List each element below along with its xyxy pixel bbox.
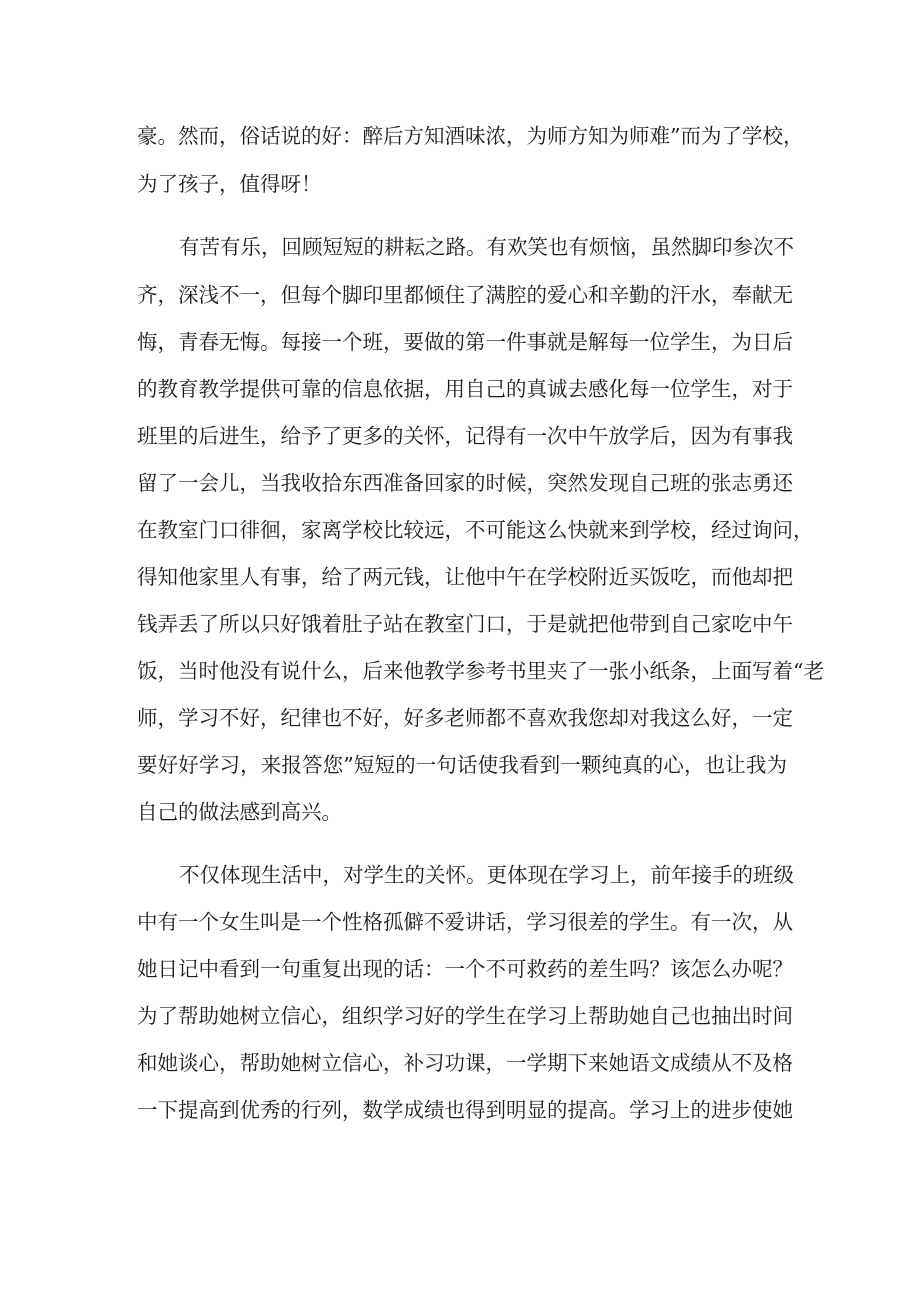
text-line: 饭，当时他没有说什么，后来他教学参考书里夹了一张小纸条，上面写着“老 (137, 659, 824, 683)
text-line: 中有一个女生叫是一个性格孤僻不爱讲话，学习很差的学生。有一次，从 (137, 910, 793, 934)
text-line: 要好好学习，来报答您”短短的一句话使我看到一颗纯真的心，也让我为 (137, 753, 787, 777)
text-line: 师，学习不好，纪律也不好，好多老师都不喜欢我您却对我这么好，一定 (137, 706, 793, 730)
paragraph-first-line: 有苦有乐，回顾短短的耕耘之路。有欢笑也有烦恼，虽然脚印参次不 (179, 235, 794, 259)
text-line: 为了帮助她树立信心，组织学习好的学生在学习上帮助她自己也抽出时间 (137, 1004, 793, 1028)
text-line: 齐，深浅不一，但每个脚印里都倾住了满腔的爱心和辛勤的汗水，奉献无 (137, 283, 793, 307)
text-line: 留了一会儿，当我收拾东西准备回家的时候，突然发现自己班的张志勇还 (137, 471, 793, 495)
text-line: 悔，青春无悔。每接一个班，要做的第一件事就是解每一位学生，为日后 (137, 330, 793, 354)
text-line: 自己的做法感到高兴。 (137, 800, 342, 824)
text-line: 的教育教学提供可靠的信息依据，用自己的真诚去感化每一位学生，对于 (137, 377, 793, 401)
text-line: 她日记中看到一句重复出现的话：一个不可救药的差生吗？该怎么办呢？ (137, 957, 793, 981)
text-line: 班里的后进生，给予了更多的关怀，记得有一次中午放学后，因为有事我 (137, 424, 793, 448)
text-line: 和她谈心，帮助她树立信心，补习功课，一学期下来她语文成绩从不及格 (137, 1051, 793, 1075)
text-line: 一下提高到优秀的行列，数学成绩也得到明显的提高。学习上的进步使她 (137, 1098, 793, 1122)
text-line: 在教室门口徘徊，家离学校比较远，不可能这么快就来到学校，经过询问， (137, 518, 814, 542)
text-line: 为了孩子，值得呀！ (137, 172, 322, 196)
text-line: 钱弄丢了所以只好饿着肚子站在教室门口，于是就把他带到自己家吃中午 (137, 612, 793, 636)
text-line: 得知他家里人有事，给了两元钱，让他中午在学校附近买饭吃，而他却把 (137, 565, 793, 589)
paragraph-first-line: 不仅体现生活中，对学生的关怀。更体现在学习上，前年接手的班级 (179, 863, 794, 887)
text-line: 豪。然而，俗话说的好：醉后方知酒味浓，为师方知为师难”而为了学校， (137, 124, 804, 148)
